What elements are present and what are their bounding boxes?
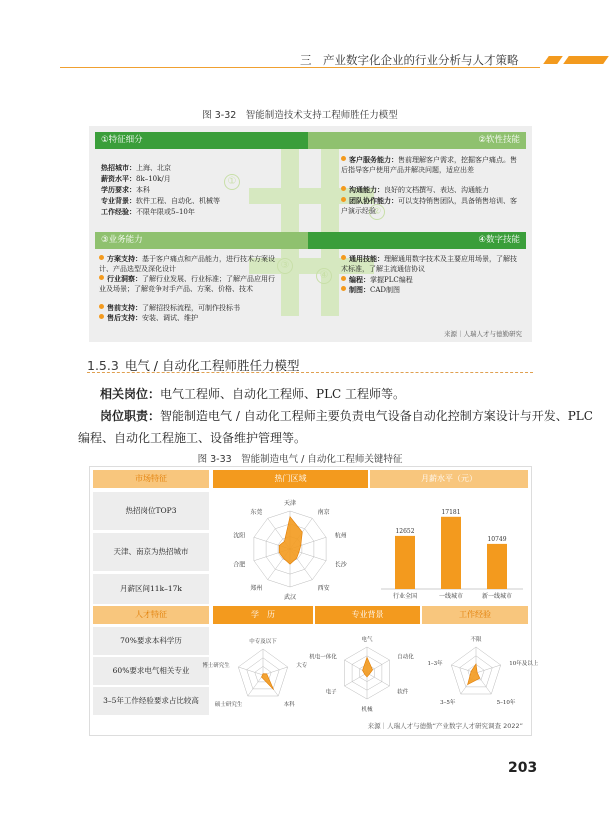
radar-category-label: 10年及以上 — [509, 660, 539, 667]
radar-category-label: 电子 — [325, 689, 337, 696]
radar-category-label: 硕士研究生 — [214, 702, 243, 709]
bullet-dot — [341, 255, 346, 260]
bullet-dot — [99, 255, 104, 260]
talent-item: 60%要求电气相关专业 — [93, 657, 209, 685]
circle-number-4: ④ — [316, 268, 332, 284]
header-stripe-1 — [543, 56, 563, 64]
bar-value-label: 10749 — [487, 535, 507, 543]
education-radar — [202, 625, 313, 717]
q4-item: 制图：CAD制图 — [341, 285, 521, 295]
quadrant-2-title: ②软性技能 — [308, 132, 526, 149]
market-title: 市场特征 — [93, 470, 209, 488]
talent-title: 人才特征 — [93, 606, 209, 624]
radar-category-label: 天津 — [283, 500, 297, 507]
market-item: 热招岗位TOP3 — [93, 492, 209, 530]
bullet-dot — [341, 156, 346, 161]
radar-category-label: 中专及以下 — [249, 638, 277, 645]
figure-caption: 图 3-32 智能制造技术支持工程师胜任力模型 — [202, 110, 398, 121]
radar-spoke — [238, 667, 263, 675]
radar-category-label: 沈阳 — [233, 532, 246, 540]
market-item: 天津、南京为热招城市 — [93, 533, 209, 571]
quadrant-4-title: ④数字技能 — [308, 232, 526, 249]
talent-item: 70%要求本科学历 — [93, 627, 209, 655]
hash-shape-v2 — [321, 146, 339, 316]
section-title: 电气 / 自动化工程师胜任力模型 — [124, 358, 300, 373]
salary-bar — [487, 544, 507, 589]
market-item: 月薪区间11k–17k — [93, 574, 209, 604]
bullet-dot — [99, 275, 104, 280]
header-rule — [60, 67, 540, 68]
bullet-dot — [341, 186, 346, 191]
radar-category-label: 电气 — [361, 636, 373, 643]
major-radar — [309, 625, 420, 717]
salary-bar — [441, 517, 461, 589]
figure-caption: 图 3-33 智能制造电气 / 自动化工程师关键特征 — [197, 454, 403, 465]
figure-source: 来源｜人瑞人才与德勤研究 — [444, 330, 522, 338]
radar-category-label: 3–5年 — [440, 700, 456, 707]
radar-category-label: 1–3年 — [427, 660, 443, 667]
q2-item: 沟通能力：良好的文档撰写、表达、沟通能力 — [341, 185, 519, 195]
q1-item: 学历要求：本科 — [101, 186, 150, 194]
paragraph-related-positions: 相关岗位：电气工程师、自动化工程师、PLC 工程师等。 — [100, 387, 406, 401]
hot-region-radar — [213, 489, 368, 607]
key-features-figure — [89, 466, 539, 736]
salary-bar-chart — [373, 489, 528, 607]
radar-spoke — [476, 665, 501, 673]
q1-item: 专业背景：软件工程、自动化、机械等 — [101, 197, 220, 205]
salary-title: 月薪水平（元） — [370, 470, 528, 488]
experience-radar — [422, 625, 539, 717]
q3-item: 行业洞察：了解行业发展、行业标准；了解产品应用行业及场景；了解竞争对手产品、方案、价格、技术 — [99, 275, 275, 293]
header-stripe-2 — [563, 56, 609, 64]
q1-item: 工作经验：不限年限或5–10年 — [101, 208, 195, 216]
radar-category-label: 郑州 — [250, 585, 263, 592]
radar-category-label: 软件 — [397, 689, 409, 696]
radar-category-label: 合肥 — [233, 561, 246, 569]
education-title: 学 历 — [213, 606, 313, 624]
radar-category-label: 东莞 — [250, 509, 263, 516]
major-title: 专业背景 — [315, 606, 420, 624]
radar-category-label: 武汉 — [283, 594, 297, 601]
radar-category-label: 西安 — [317, 585, 330, 592]
hot-region-title: 热门区域 — [213, 470, 368, 488]
bar-category-label: 新一线城市 — [481, 593, 513, 600]
q1-item: 热招城市：上海、北京 — [101, 164, 171, 172]
radar-area — [468, 664, 480, 685]
circle-number-2: ② — [369, 204, 385, 220]
radar-category-label: 大专 — [296, 662, 308, 669]
radar-category-label: 南京 — [317, 509, 330, 516]
radar-category-label: 5–10年 — [496, 700, 516, 707]
experience-title: 工作经验 — [422, 606, 528, 624]
radar-category-label: 机械 — [361, 706, 373, 713]
q4-item: 通用技能：理解通用数字技术及主要应用场景，了解技术标准，了解主流通信协议 — [341, 255, 517, 273]
radar-category-label: 杭州 — [334, 532, 347, 540]
bullet-dot — [341, 286, 346, 291]
bar-category-label: 行业全国 — [392, 593, 418, 600]
radar-category-label: 机电一体化 — [309, 654, 337, 661]
bullet-dot — [99, 304, 104, 309]
quadrant-3-title: ③业务能力 — [95, 232, 308, 249]
figure-source: 来源｜人瑞人才与德勤“产业数字人才研究调查 2022” — [367, 722, 523, 730]
q2-item: 客户服务能力：售前理解客户需求，挖掘客户痛点。售后指导客户使用产品并解决问题，适应出差 — [341, 156, 517, 174]
q3-item: 方案支持：基于客户痛点和产品能力，进行技术方案设计、产品选型及深化设计 — [99, 255, 275, 273]
paragraph-responsibilities-cont: 编程、自动化工程施工、设备维护管理等。 — [78, 431, 307, 445]
bullet-dot — [341, 197, 346, 202]
bullet-dot — [99, 314, 104, 319]
q2-item: 团队协作能力：可以支持销售团队，具备销售培训、客户演示经验 — [341, 197, 517, 215]
radar-category-label: 不限 — [470, 636, 482, 643]
talent-item: 3–5年工作经验要求占比较高 — [93, 687, 209, 715]
radar-category-label: 博士研究生 — [202, 662, 230, 669]
paragraph-responsibilities: 岗位职责：智能制造电气 / 自动化工程师主要负责电气设备自动化控制方案设计与开发、PLC — [100, 409, 593, 423]
salary-bar — [395, 536, 415, 589]
radar-category-label: 长沙 — [334, 561, 347, 569]
radar-area — [363, 657, 373, 677]
bullet-dot — [341, 276, 346, 281]
running-header: 三 产业数字化企业的行业分析与人才策略 — [300, 53, 519, 67]
q3-item: 售后支持：安装、调试、维护 — [99, 313, 279, 323]
circle-number-1: ① — [224, 174, 240, 190]
section-rule — [87, 372, 533, 373]
circle-number-3: ③ — [277, 258, 293, 274]
radar-category-label: 本科 — [283, 702, 295, 709]
q3-item: 售前支持：了解招投标流程，可制作投标书 — [99, 303, 279, 313]
q4-item: 编程：掌握PLC编程 — [341, 275, 521, 285]
bar-value-label: 17181 — [441, 508, 461, 516]
page-number: 203 — [508, 760, 538, 776]
hash-shape-v1 — [281, 146, 299, 316]
radar-spoke — [248, 675, 263, 696]
section-number: 1.5.3 — [87, 358, 119, 373]
bar-value-label: 12652 — [395, 527, 415, 535]
competency-model-figure — [89, 126, 532, 342]
radar-category-label: 自动化 — [397, 654, 414, 661]
bar-category-label: 一线城市 — [438, 593, 464, 600]
q1-item: 薪资水平：8k–10k/月 — [101, 175, 171, 183]
quadrant-1-title: ①特征细分 — [95, 132, 308, 149]
